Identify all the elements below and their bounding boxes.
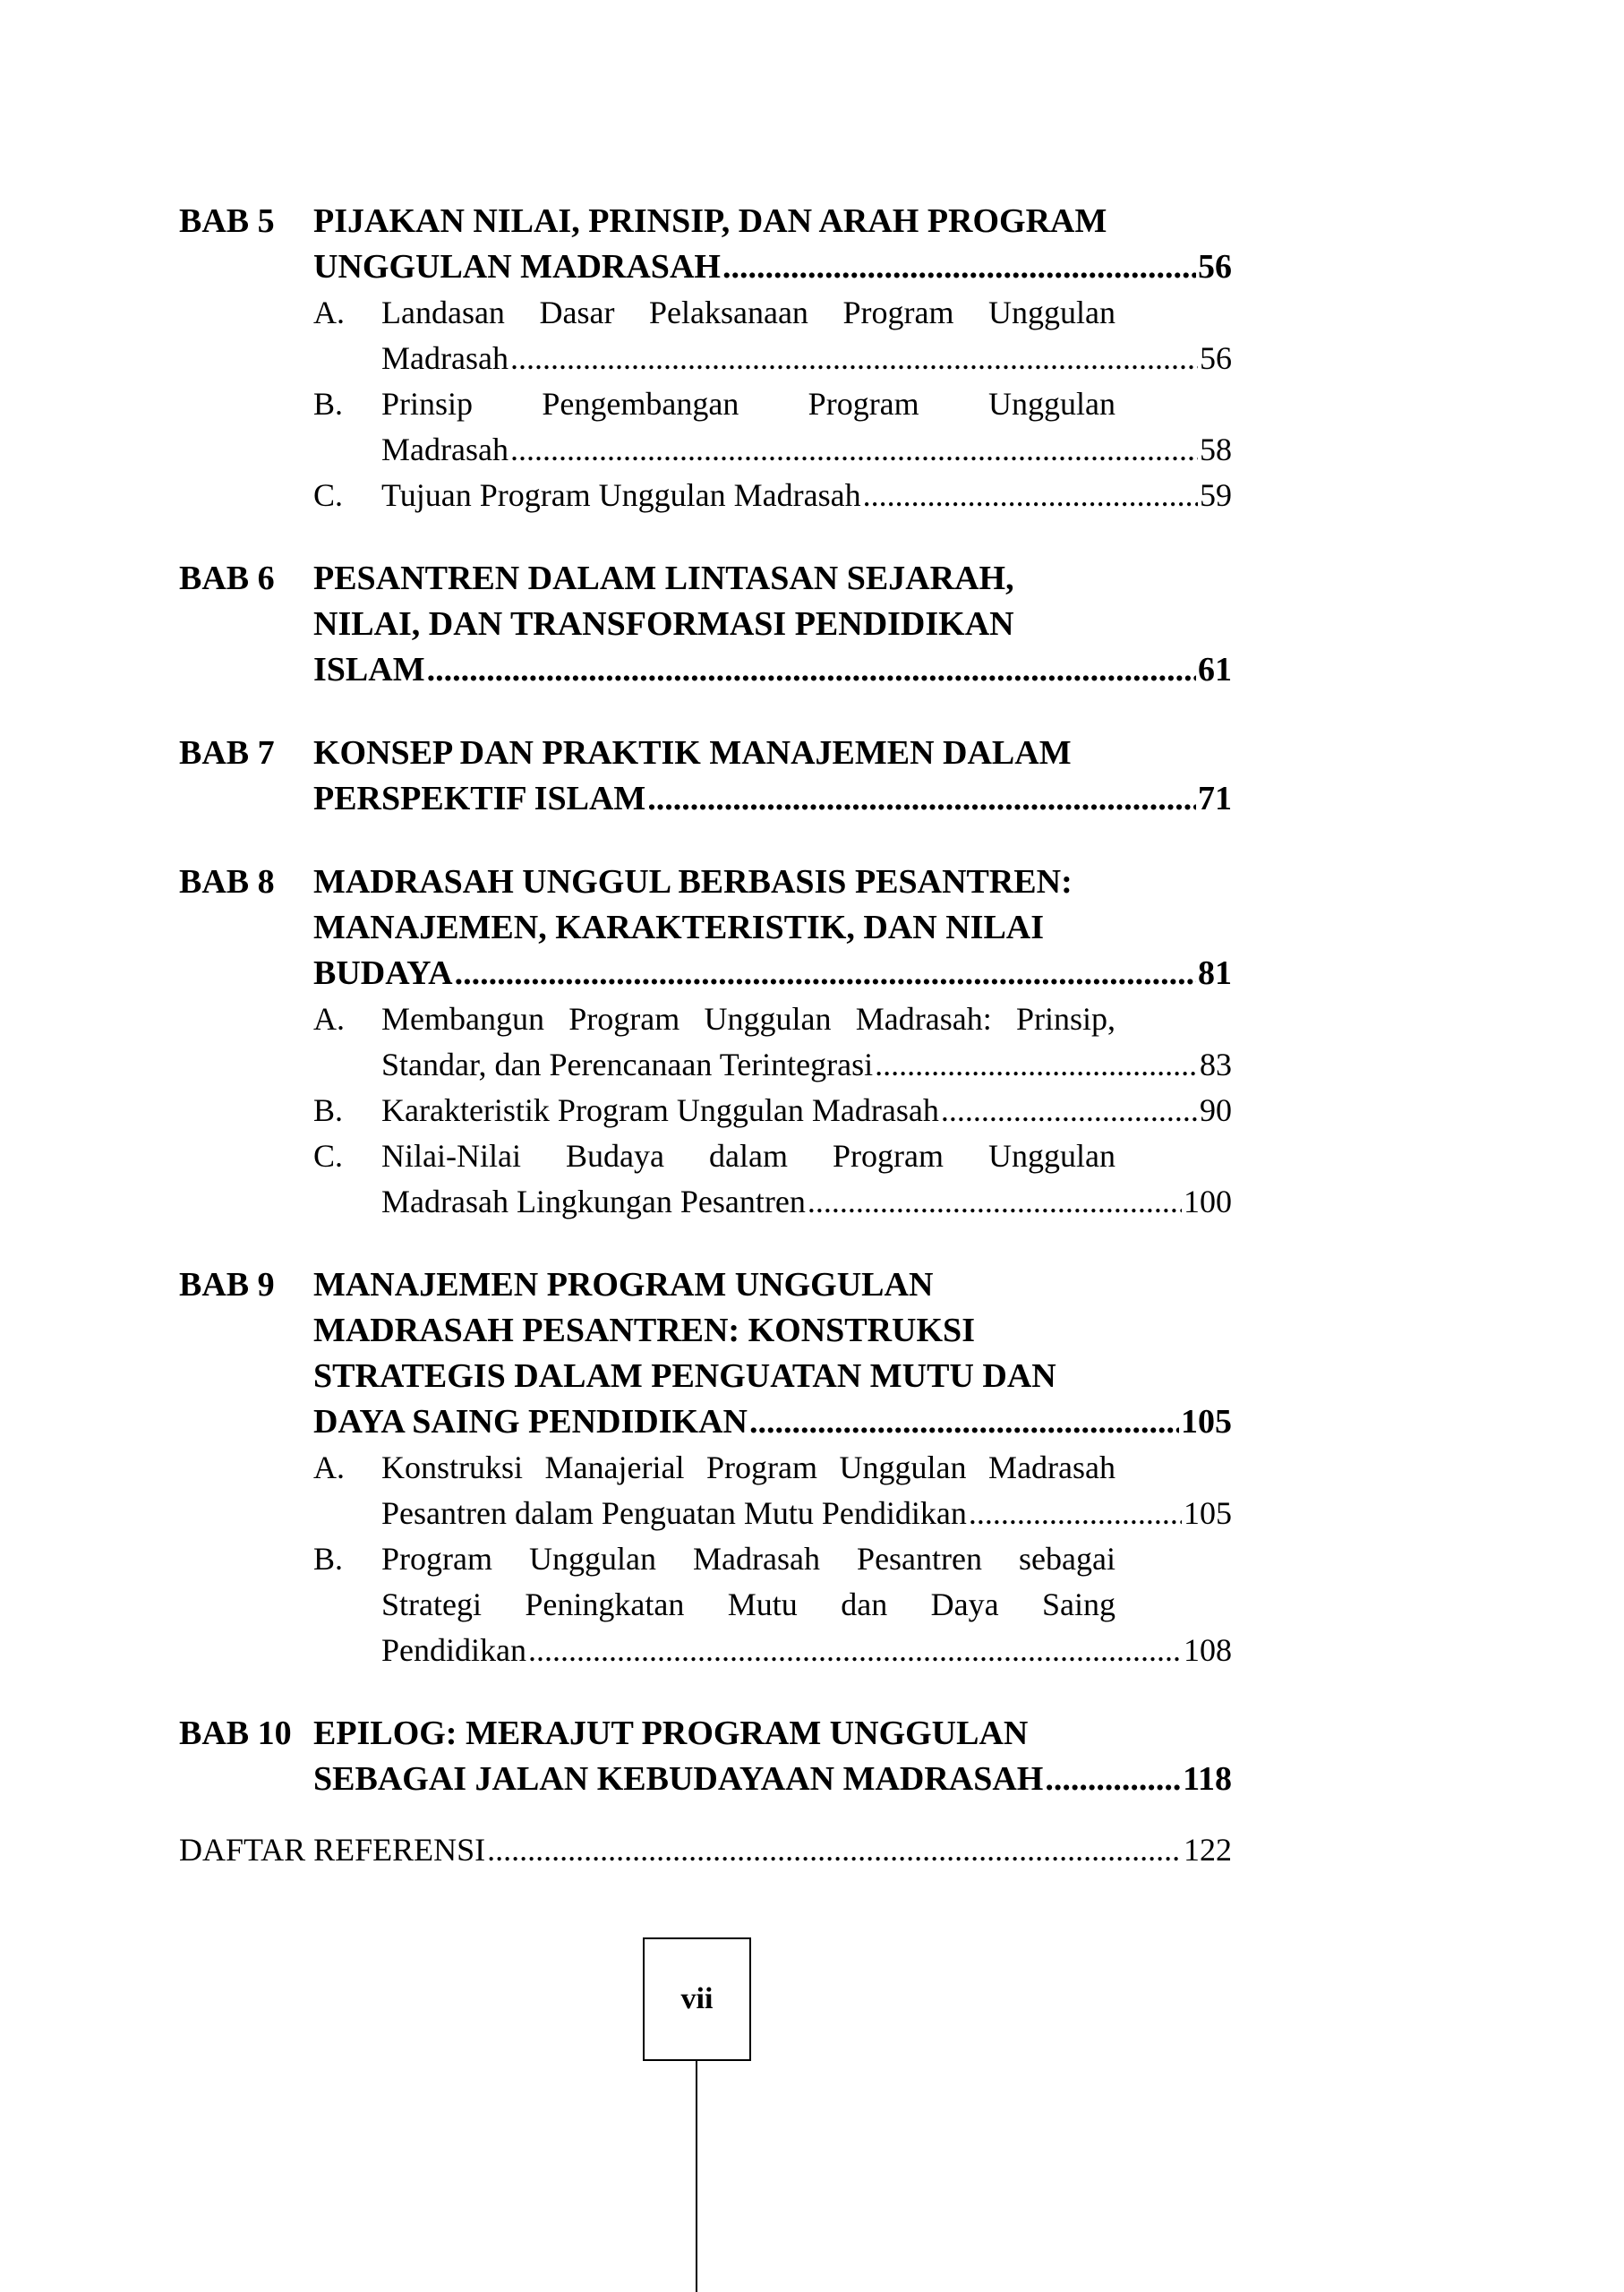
section-entry[interactable] xyxy=(313,996,1232,1088)
section-title xyxy=(381,290,1232,381)
chapter-entry[interactable] xyxy=(179,556,1232,693)
chapter-title-line xyxy=(313,1757,1232,1802)
section-title-line: Nilai-Nilai Budaya dalam Program Unggulan xyxy=(381,1138,1115,1174)
dot-leader xyxy=(510,336,1198,381)
chapter-body xyxy=(313,556,1232,693)
section-title-line: Prinsip Pengembangan Program Unggulan xyxy=(381,386,1115,422)
chapter-title-line: NILAI, DAN TRANSFORMASI PENDIDIKAN xyxy=(313,605,1014,643)
section-title xyxy=(381,1133,1232,1225)
chapter-page-number: 81 xyxy=(1198,954,1232,992)
chapter-title-line xyxy=(313,1399,1232,1445)
section-letter: A. xyxy=(313,1001,345,1037)
section-title xyxy=(381,1088,1232,1133)
section-title-line xyxy=(381,427,1232,473)
chapter-title xyxy=(313,860,1232,996)
section-title-text: Pendidikan xyxy=(381,1632,526,1668)
references-page: 122 xyxy=(1184,1832,1232,1868)
table-of-contents xyxy=(179,199,1232,1873)
section-page-number: 83 xyxy=(1200,1047,1232,1082)
chapter-page-number: 61 xyxy=(1198,651,1232,688)
dot-leader xyxy=(808,1179,1182,1225)
section-title xyxy=(381,996,1232,1088)
chapter-body xyxy=(313,199,1232,518)
dot-leader xyxy=(863,473,1198,518)
section-entry[interactable] xyxy=(313,1445,1232,1536)
dot-leader xyxy=(528,1628,1182,1673)
chapter-title-line: MADRASAH PESANTREN: KONSTRUKSI xyxy=(313,1312,975,1349)
chapter-number: BAB 6 xyxy=(179,560,275,597)
section-list xyxy=(313,996,1232,1225)
chapter-title-text: ISLAM xyxy=(313,651,425,688)
section-letter: A. xyxy=(313,1450,345,1485)
section-title xyxy=(381,381,1232,473)
chapter-number: BAB 9 xyxy=(179,1266,275,1304)
chapter-entry[interactable] xyxy=(179,1262,1232,1673)
chapter-number: BAB 7 xyxy=(179,734,275,772)
section-entry[interactable] xyxy=(313,1133,1232,1225)
section-title-line xyxy=(381,1042,1232,1088)
section-title-line xyxy=(381,473,1232,518)
chapter-title-text: BUDAYA xyxy=(313,954,453,992)
section-list xyxy=(313,290,1232,518)
section-entry[interactable] xyxy=(313,290,1232,381)
chapter-title xyxy=(313,731,1232,822)
section-title-line: Konstruksi Manajerial Program Unggulan Madrasah xyxy=(381,1450,1115,1485)
chapter-entry[interactable] xyxy=(179,731,1232,822)
chapter-number: BAB 8 xyxy=(179,863,275,901)
section-title-line: Strategi Peningkatan Mutu dan Daya Saing xyxy=(381,1586,1115,1622)
dot-leader xyxy=(455,951,1196,996)
section-title-line xyxy=(381,1491,1232,1536)
section-title-line xyxy=(381,1088,1232,1133)
chapter-title-line xyxy=(313,951,1232,996)
chapter-title-line xyxy=(313,776,1232,822)
chapter-number: BAB 5 xyxy=(179,202,275,240)
chapter-page-number: 105 xyxy=(1181,1403,1232,1441)
chapter-title-line: MANAJEMEN, KARAKTERISTIK, DAN NILAI xyxy=(313,909,1045,946)
chapter-title-line xyxy=(313,647,1232,693)
section-title xyxy=(381,1445,1232,1536)
chapter-number: BAB 10 xyxy=(179,1715,292,1752)
references-label: DAFTAR REFERENSI xyxy=(179,1832,486,1868)
chapter-title-line: MANAJEMEN PROGRAM UNGGULAN xyxy=(313,1266,934,1304)
section-list xyxy=(313,1445,1232,1673)
chapter-title-text: SEBAGAI JALAN KEBUDAYAAN MADRASAH xyxy=(313,1760,1044,1798)
section-letter: C. xyxy=(313,477,344,513)
chapter-title xyxy=(313,199,1232,290)
section-title-text: Madrasah xyxy=(381,432,509,467)
page-number: vii xyxy=(680,1982,714,2015)
chapter-body xyxy=(313,1262,1232,1673)
section-title-text: Tujuan Program Unggulan Madrasah xyxy=(381,477,861,513)
section-title-line: Program Unggulan Madrasah Pesantren sebagai xyxy=(381,1541,1115,1577)
section-page-number: 58 xyxy=(1200,432,1232,467)
section-page-number: 56 xyxy=(1200,340,1232,376)
dot-leader xyxy=(647,776,1196,822)
chapter-title-line: STRATEGIS DALAM PENGUATAN MUTU DAN xyxy=(313,1357,1056,1395)
section-page-number: 90 xyxy=(1200,1092,1232,1128)
chapter-title-line: EPILOG: MERAJUT PROGRAM UNGGULAN xyxy=(313,1715,1029,1752)
section-page-number: 100 xyxy=(1184,1184,1232,1219)
section-letter: C. xyxy=(313,1138,344,1174)
section-page-number: 105 xyxy=(1184,1495,1232,1531)
section-title xyxy=(381,473,1232,518)
dot-leader xyxy=(510,427,1198,473)
section-entry[interactable] xyxy=(313,381,1232,473)
dot-leader xyxy=(875,1042,1198,1088)
section-title-line xyxy=(381,336,1232,381)
section-title-line xyxy=(381,1628,1232,1673)
chapter-title-line: PESANTREN DALAM LINTASAN SEJARAH, xyxy=(313,560,1014,597)
section-letter: A. xyxy=(313,295,345,330)
chapter-page-number: 56 xyxy=(1198,248,1232,286)
chapter-title xyxy=(313,1711,1232,1802)
section-title-line: Membangun Program Unggulan Madrasah: Prinsip, xyxy=(381,1001,1115,1037)
section-title-text: Pesantren dalam Penguatan Mutu Pendidikan xyxy=(381,1495,967,1531)
section-entry[interactable] xyxy=(313,1536,1232,1673)
chapter-title-line: KONSEP DAN PRAKTIK MANAJEMEN DALAM xyxy=(313,734,1072,772)
section-title-text: Standar, dan Perencanaan Terintegrasi xyxy=(381,1047,874,1082)
section-title-line xyxy=(381,1179,1232,1225)
section-page-number: 108 xyxy=(1184,1632,1232,1668)
chapter-page-number: 118 xyxy=(1183,1760,1232,1798)
chapter-list xyxy=(179,199,1232,1802)
chapter-title-text: PERSPEKTIF ISLAM xyxy=(313,780,646,817)
dot-leader xyxy=(969,1491,1182,1536)
chapter-body xyxy=(313,860,1232,1225)
section-title-line: Landasan Dasar Pelaksanaan Program Unggulan xyxy=(381,295,1115,330)
section-entry[interactable] xyxy=(313,1088,1232,1133)
page-number-box xyxy=(643,1937,751,2061)
chapter-title xyxy=(313,556,1232,693)
section-letter: B. xyxy=(313,386,344,422)
section-title-text: Madrasah Lingkungan Pesantren xyxy=(381,1184,806,1219)
dot-leader xyxy=(722,244,1196,290)
dot-leader xyxy=(427,647,1196,693)
chapter-title xyxy=(313,1262,1232,1445)
section-letter: B. xyxy=(313,1092,344,1128)
chapter-title-line: MADRASAH UNGGUL BERBASIS PESANTREN: xyxy=(313,863,1073,901)
chapter-page-number: 71 xyxy=(1198,780,1232,817)
chapter-title-line xyxy=(313,244,1232,290)
page-number-rule xyxy=(696,2061,697,2292)
section-letter: B. xyxy=(313,1541,344,1577)
section-page-number: 59 xyxy=(1200,477,1232,513)
chapter-title-text: UNGGULAN MADRASAH xyxy=(313,248,721,286)
chapter-body xyxy=(313,731,1232,822)
references-entry[interactable] xyxy=(179,1827,1232,1873)
chapter-title-line: PIJAKAN NILAI, PRINSIP, DAN ARAH PROGRAM xyxy=(313,202,1107,240)
chapter-entry[interactable] xyxy=(179,199,1232,518)
dot-leader xyxy=(1045,1757,1181,1802)
chapter-body xyxy=(313,1711,1232,1802)
chapter-entry[interactable] xyxy=(179,860,1232,1225)
section-entry[interactable] xyxy=(313,473,1232,518)
chapter-title-text: DAYA SAING PENDIDIKAN xyxy=(313,1403,748,1441)
dot-leader xyxy=(749,1399,1179,1445)
chapter-entry[interactable] xyxy=(179,1711,1232,1802)
dot-leader xyxy=(941,1088,1198,1133)
section-title-text: Madrasah xyxy=(381,340,509,376)
section-title xyxy=(381,1536,1232,1673)
section-title-text: Karakteristik Program Unggulan Madrasah xyxy=(381,1092,939,1128)
dot-leader xyxy=(487,1827,1182,1873)
